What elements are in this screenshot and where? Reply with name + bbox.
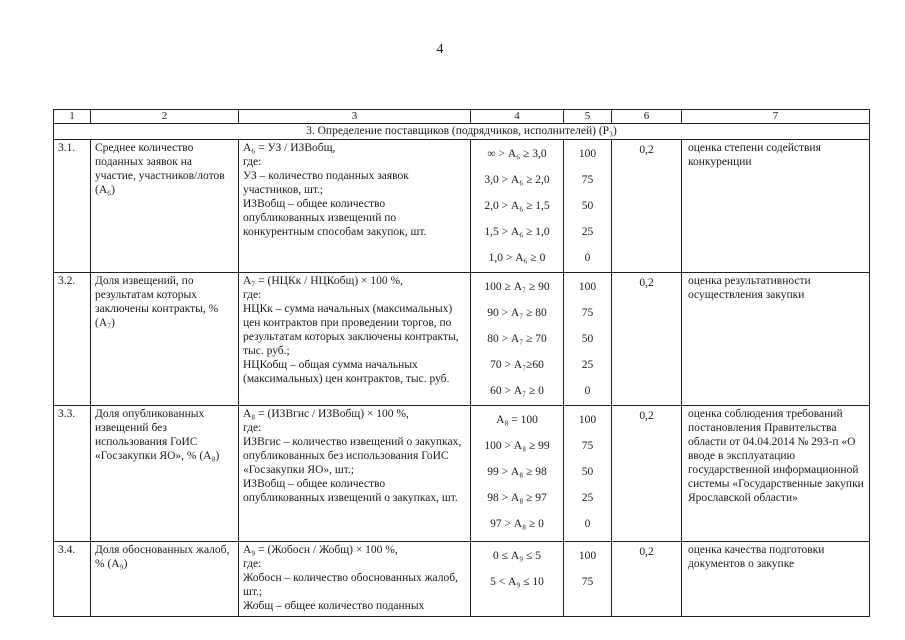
- weight-cell: 0,2: [612, 542, 682, 617]
- points-value: 25: [581, 359, 594, 371]
- level-range: 100 ≥ А₇ ≥ 90: [484, 281, 550, 293]
- formula-line: ИЗВгис – количество извещений о закупках, опубликованных без использования ГоИС «Госзакупки ЯО», шт.;: [243, 436, 462, 476]
- formula-line: А₇ = (НЦКк / НЦКобщ) × 100 %,: [243, 275, 404, 287]
- level-range: 60 > А₇ ≥ 0: [490, 385, 544, 397]
- row-number: 3.2.: [54, 273, 91, 406]
- column-header: 2: [91, 110, 239, 124]
- formula-cell: [239, 140, 471, 273]
- column-header: 4: [471, 110, 564, 124]
- points-value: 0: [584, 385, 591, 397]
- level-range: 1,0 > А₆ ≥ 0: [488, 252, 546, 264]
- column-header: 7: [682, 110, 870, 124]
- column-header: 3: [239, 110, 471, 124]
- level-range: 2,0 > А₆ ≥ 1,5: [484, 200, 550, 212]
- points-value: 50: [581, 466, 594, 478]
- evaluation-table: [53, 109, 870, 617]
- column-header: 1: [54, 110, 91, 124]
- points-value: 50: [581, 333, 594, 345]
- level-range: 70 > А₇≥60: [490, 359, 544, 371]
- formula-line: А₆ = УЗ / ИЗВобщ,: [243, 142, 336, 154]
- indicator-name: Доля опубликованных извещений без использования ГоИС «Госзакупки ЯО», % (А₈): [91, 406, 239, 542]
- indicator-name: Доля извещений, по результатам которых заключены контракты, % (А₇): [91, 273, 239, 406]
- description-cell: оценка соблюдения требований постановления Правительства области от 04.04.2014 № 293-п «О вводе в эксплуатацию государственной информационной системы «Государственные закупки Ярославской области»: [682, 406, 870, 542]
- points-value: 50: [581, 200, 594, 212]
- levels-cell: [471, 406, 564, 542]
- formula-line: где:: [243, 289, 262, 301]
- points-value: 75: [581, 440, 594, 452]
- table-row: [54, 140, 870, 273]
- points-value: 75: [581, 307, 594, 319]
- points-value: 0: [584, 252, 591, 264]
- section-title-row: [54, 124, 870, 140]
- points-value: 100: [578, 414, 597, 426]
- level-range: 5 < А₉ ≤ 10: [490, 576, 544, 588]
- weight-cell: 0,2: [612, 140, 682, 273]
- level-range: А₈ = 100: [496, 414, 538, 426]
- levels-cell: [471, 542, 564, 617]
- level-range: 1,5 > А₆ ≥ 1,0: [484, 226, 550, 238]
- formula-line: где:: [243, 156, 262, 168]
- points-value: 25: [581, 226, 594, 238]
- level-range: 80 > А₇ ≥ 70: [487, 333, 547, 345]
- row-number: 3.1.: [54, 140, 91, 273]
- formula-cell: [239, 406, 471, 542]
- formula-cell: [239, 542, 471, 617]
- formula-line: где:: [243, 558, 262, 570]
- formula-line: Жобщ – общее количество поданных: [243, 600, 425, 612]
- formula-line: Жобосн – количество обоснованных жалоб, шт.;: [243, 572, 458, 598]
- levels-cell: [471, 140, 564, 273]
- indicator-name: Доля обоснованных жалоб, % (А₉): [91, 542, 239, 617]
- row-number: 3.4.: [54, 542, 91, 617]
- formula-line: где:: [243, 422, 262, 434]
- level-range: 100 > А₈ ≥ 99: [484, 440, 550, 452]
- points-value: 100: [578, 148, 597, 160]
- level-range: ∞ > А₆ ≥ 3,0: [487, 148, 547, 160]
- points-cell: [564, 542, 612, 617]
- points-value: 75: [581, 576, 594, 588]
- description-cell: оценка результативности осуществления закупки: [682, 273, 870, 406]
- section-title: 3. Определение поставщиков (подрядчиков, исполнителей) (Р₃): [54, 124, 870, 140]
- formula-line: А₈ = (ИЗВгис / ИЗВобщ) × 100 %,: [243, 408, 409, 420]
- column-header: 6: [612, 110, 682, 124]
- column-header: 5: [564, 110, 612, 124]
- points-cell: [564, 273, 612, 406]
- formula-line: ИЗВобщ – общее количество опубликованных извещений о закупках, шт.: [243, 478, 458, 504]
- formula-line: УЗ – количество поданных заявок участников, шт.;: [243, 170, 409, 196]
- points-cell: [564, 140, 612, 273]
- points-value: 100: [578, 281, 597, 293]
- formula-line: А₉ = (Жобосн / Жобщ) × 100 %,: [243, 544, 398, 556]
- level-range: 3,0 > А₆ ≥ 2,0: [484, 174, 550, 186]
- level-range: 98 > А₈ ≥ 97: [487, 492, 547, 504]
- weight-cell: 0,2: [612, 273, 682, 406]
- points-value: 75: [581, 174, 594, 186]
- description-cell: оценка степени содействия конкуренции: [682, 140, 870, 273]
- level-range: 99 > А₈ ≥ 98: [487, 466, 547, 478]
- level-range: 97 > А₈ ≥ 0: [490, 518, 544, 530]
- row-number: 3.3.: [54, 406, 91, 542]
- formula-line: ИЗВобщ – общее количество опубликованных извещений по конкурентным способам закупок, шт.: [243, 198, 427, 238]
- description-cell: оценка качества подготовки документов о закупке: [682, 542, 870, 617]
- table-row: [54, 406, 870, 542]
- table-row: [54, 542, 870, 617]
- page-number: 4: [436, 42, 444, 57]
- points-value: 0: [584, 518, 591, 530]
- formula-line: НЦКобщ – общая сумма начальных (максимальных) цен контрактов, тыс. руб.: [243, 359, 450, 385]
- column-number-row: [54, 110, 870, 124]
- formula-cell: [239, 273, 471, 406]
- points-value: 100: [578, 550, 597, 562]
- levels-cell: [471, 273, 564, 406]
- weight-cell: 0,2: [612, 406, 682, 542]
- points-cell: [564, 406, 612, 542]
- formula-line: НЦКк – сумма начальных (максимальных) цен контрактов при проведении торгов, по результатам которых заключены контракты, тыс. руб.;: [243, 303, 459, 357]
- level-range: 0 ≤ А₉ ≤ 5: [493, 550, 541, 562]
- points-value: 25: [581, 492, 594, 504]
- level-range: 90 > А₇ ≥ 80: [487, 307, 547, 319]
- indicator-name: Среднее количество поданных заявок на участие, участников/лотов (А₆): [91, 140, 239, 273]
- table-row: [54, 273, 870, 406]
